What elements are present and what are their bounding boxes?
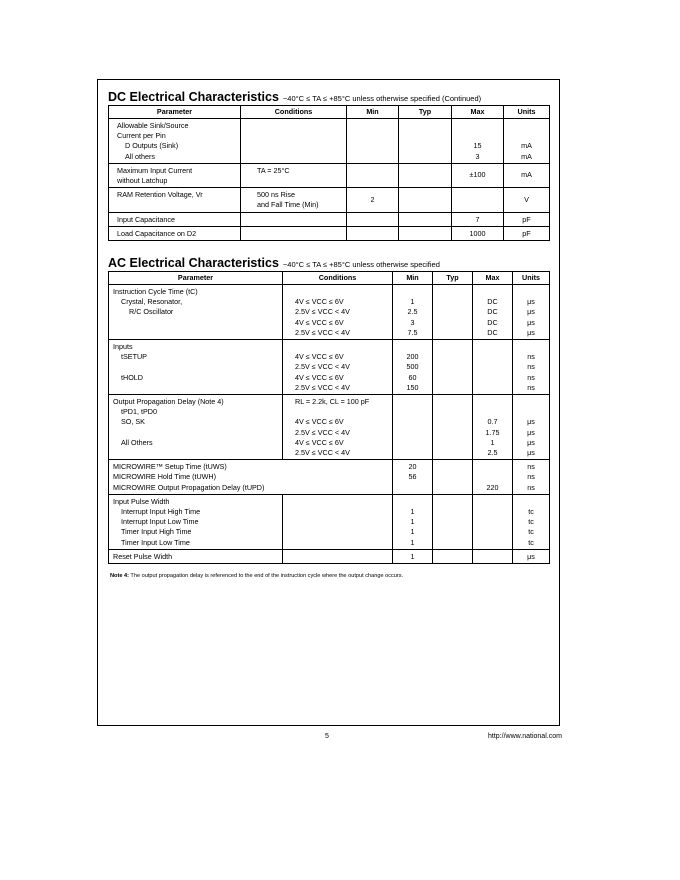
table-row	[109, 494, 550, 549]
cond-cell: 4V ≤ VCC ≤ 6V 2.5V ≤ VCC < 4V 4V ≤ VCC ≤ 6V 2.5V ≤ VCC < 4V	[283, 285, 393, 340]
min-cell: 2	[347, 188, 399, 212]
col-header: Typ	[399, 106, 452, 119]
cond-cell: TA = 25°C	[241, 163, 347, 187]
min-cell: 1	[393, 549, 433, 563]
min-cell: 1 1 1 1	[393, 494, 433, 549]
param-cell: Output Propagation Delay (Note 4) tPD1, tPD0 SO, SK All Others	[109, 395, 283, 460]
units-cell: pF	[504, 226, 550, 240]
units-cell: pF	[504, 212, 550, 226]
param-cell: Input Pulse Width Interrupt Input High Time Interrupt Input Low Time Timer Input High Time Timer Input Low Time	[109, 494, 283, 549]
ac-header-row	[109, 272, 550, 285]
param-cell: Maximum Input Current without Latchup	[109, 163, 241, 187]
units-cell: μs μs μs μs	[513, 395, 550, 460]
units-cell: V	[504, 188, 550, 212]
units-cell: tc tc tc tc	[513, 494, 550, 549]
table-row	[109, 549, 550, 563]
table-row	[109, 395, 550, 460]
units-cell: ns ns ns	[513, 460, 550, 495]
units-cell: mA	[504, 163, 550, 187]
col-header: Units	[504, 106, 550, 119]
col-header: Units	[513, 272, 550, 285]
footer-url[interactable]: http://www.national.com	[488, 733, 562, 740]
units-cell: mA mA	[504, 119, 550, 164]
param-cell: Load Capacitance on D2	[109, 226, 241, 240]
page-number: 5	[325, 733, 329, 740]
cond-cell: RL = 2.2k, CL = 100 pF 4V ≤ VCC ≤ 6V 2.5V ≤ VCC < 4V 4V ≤ VCC ≤ 6V 2.5V ≤ VCC < 4V	[283, 395, 393, 460]
col-header: Max	[473, 272, 513, 285]
units-cell: ns ns ns ns	[513, 340, 550, 395]
table-row	[109, 226, 550, 240]
col-header: Parameter	[109, 106, 241, 119]
param-cell: RAM Retention Voltage, Vr	[109, 188, 241, 212]
col-header: Min	[347, 106, 399, 119]
max-cell: 7	[452, 212, 504, 226]
col-header: Max	[452, 106, 504, 119]
table-row	[109, 119, 550, 164]
col-header: Conditions	[283, 272, 393, 285]
footnote: Note 4: The output propagation delay is referenced to the end of the instruction cycle where the output change occurs.	[110, 573, 404, 579]
dc-title: DC Electrical Characteristics −40°C ≤ TA ≤ +85°C unless otherwise specified (Continued)	[108, 90, 482, 104]
table-row	[109, 460, 550, 495]
col-header: Typ	[433, 272, 473, 285]
units-cell: μs μs μs μs	[513, 285, 550, 340]
ac-title: AC Electrical Characteristics −40°C ≤ TA ≤ +85°C unless otherwise specified	[108, 256, 440, 270]
max-cell: 1000	[452, 226, 504, 240]
max-cell: 220	[473, 460, 513, 495]
max-cell: ±100	[452, 163, 504, 187]
table-row	[109, 285, 550, 340]
max-cell: 0.7 1.75 1 2.5	[473, 395, 513, 460]
units-cell: μs	[513, 549, 550, 563]
param-cell: Instruction Cycle Time (tC) Crystal, Resonator, R/C Oscillator	[109, 285, 283, 340]
max-cell: 15 3	[452, 119, 504, 164]
page-frame	[97, 79, 560, 726]
col-header: Min	[393, 272, 433, 285]
table-row	[109, 212, 550, 226]
max-cell: DC DC DC DC	[473, 285, 513, 340]
min-cell: 20 56	[393, 460, 433, 495]
table-row	[109, 188, 550, 212]
min-cell: 1 2.5 3 7.5	[393, 285, 433, 340]
cond-cell: 4V ≤ VCC ≤ 6V 2.5V ≤ VCC < 4V 4V ≤ VCC ≤ 6V 2.5V ≤ VCC < 4V	[283, 340, 393, 395]
param-cell: Reset Pulse Width	[109, 549, 283, 563]
table-row	[109, 163, 550, 187]
table-row	[109, 340, 550, 395]
param-cell: Inputs tSETUP tHOLD	[109, 340, 283, 395]
param-cell: MICROWIRE™ Setup Time (tUWS) MICROWIRE Hold Time (tUWH) MICROWIRE Output Propagation Delay (tUPD)	[109, 460, 393, 495]
cond-cell: 500 ns Rise and Fall Time (Min)	[241, 188, 347, 212]
col-header: Conditions	[241, 106, 347, 119]
min-cell: 200 500 60 150	[393, 340, 433, 395]
dc-table	[108, 105, 550, 241]
ac-table	[108, 271, 550, 564]
param-cell: Allowable Sink/Source Current per Pin D Outputs (Sink) All others	[109, 119, 241, 164]
col-header: Parameter	[109, 272, 283, 285]
param-cell: Input Capacitance	[109, 212, 241, 226]
dc-header-row	[109, 106, 550, 119]
